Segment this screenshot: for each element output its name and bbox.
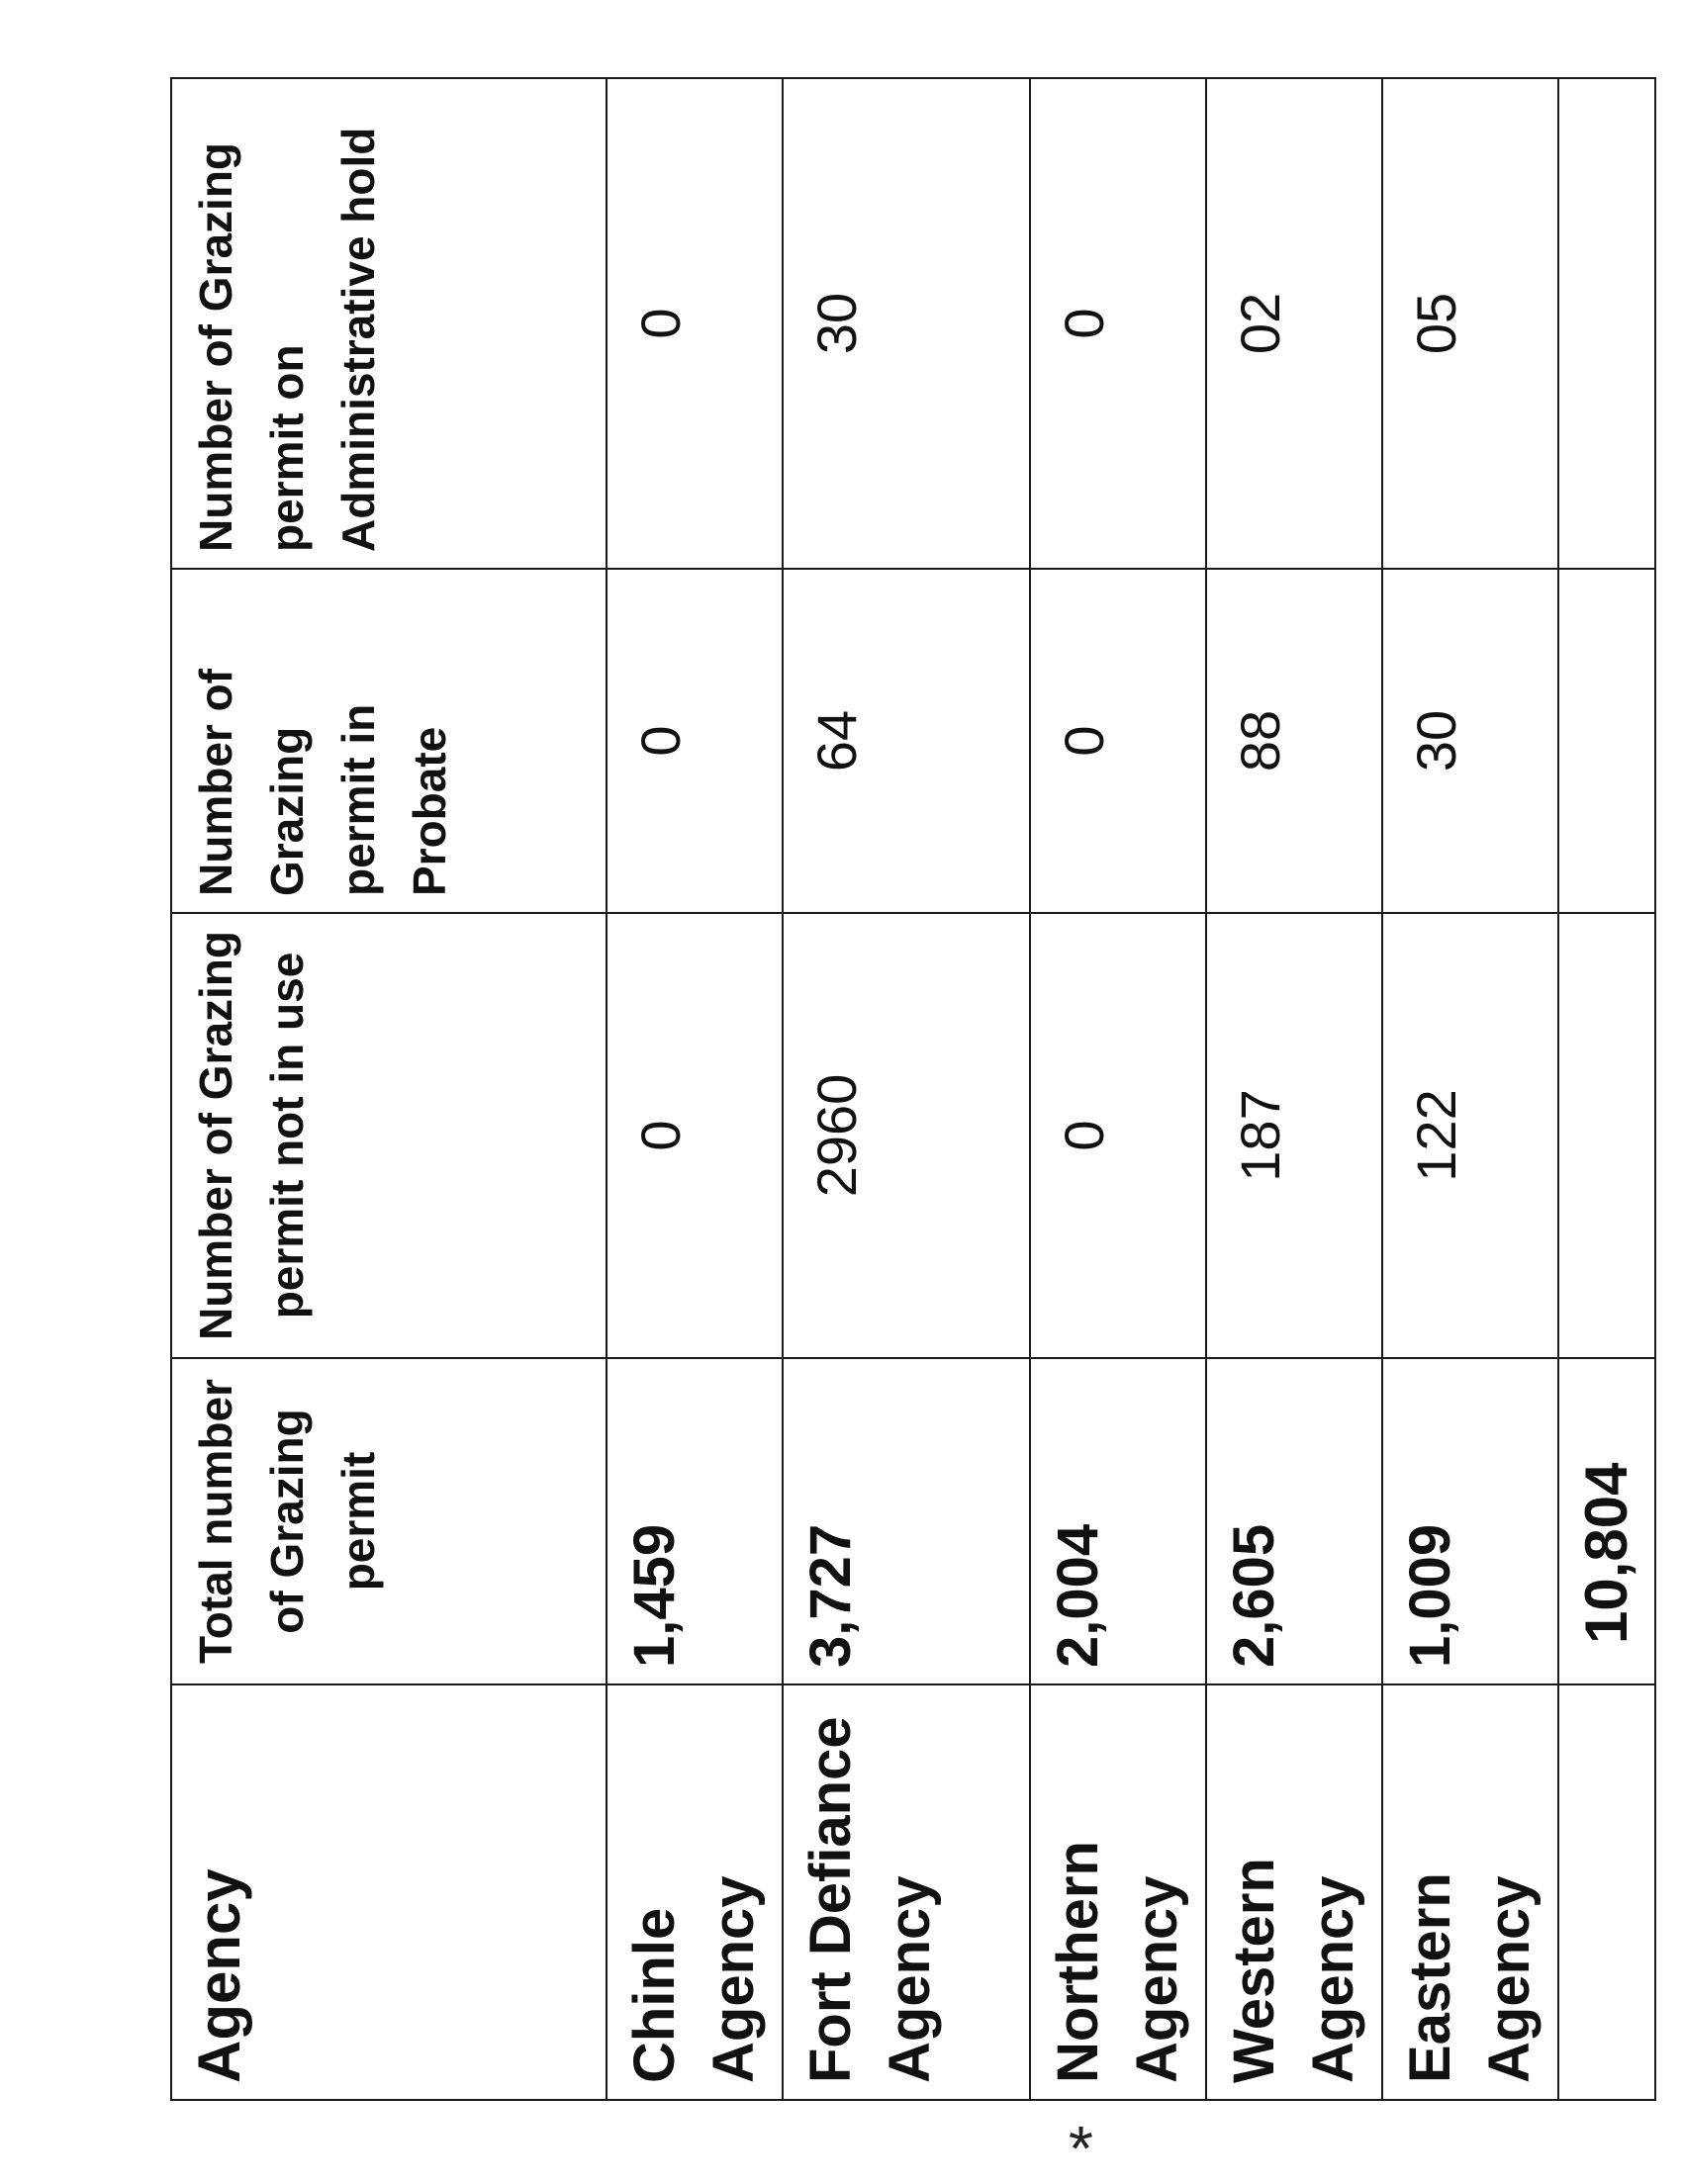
agency-cell: Northern Agency <box>1030 1684 1206 2100</box>
total-label-cell <box>1558 1684 1655 2100</box>
grazing-permit-table <box>170 77 1656 2101</box>
empty-cell <box>1558 78 1655 569</box>
probate-cell: 64 <box>783 569 1030 913</box>
probate-cell: 0 <box>1030 569 1206 913</box>
not-in-use-cell: 0 <box>607 913 783 1358</box>
admin-hold-cell: 0 <box>607 78 783 569</box>
not-in-use-cell: 0 <box>1030 913 1206 1358</box>
total-cell: 1,459 <box>607 1358 783 1684</box>
probate-cell: 88 <box>1206 569 1382 913</box>
agency-cell: Fort Defiance Agency <box>783 1684 1030 2100</box>
empty-cell <box>1558 569 1655 913</box>
admin-hold-cell: 0 <box>1030 78 1206 569</box>
not-in-use-cell: 187 <box>1206 913 1382 1358</box>
agency-cell: Eastern Agency <box>1382 1684 1558 2100</box>
probate-cell: 0 <box>607 569 783 913</box>
table-total-row <box>1558 78 1655 2100</box>
header-total-permits: Total number of Grazing permit <box>171 1358 607 1684</box>
table-header-row <box>171 78 607 2100</box>
table-row <box>607 78 783 2100</box>
header-agency: Agency <box>171 1684 607 2100</box>
admin-hold-cell: 05 <box>1382 78 1558 569</box>
header-not-in-use: Number of Grazing permit not in use <box>171 913 607 1358</box>
handwritten-asterisk-mark: * <box>1069 2113 1093 2184</box>
empty-cell <box>1558 913 1655 1358</box>
table-row <box>1206 78 1382 2100</box>
header-admin-hold: Number of Grazing permit on Administrative hold <box>171 78 607 569</box>
total-cell: 3,727 <box>783 1358 1030 1684</box>
table-row <box>1382 78 1558 2100</box>
agency-cell: Western Agency <box>1206 1684 1382 2100</box>
rotated-table-container <box>170 79 1639 2101</box>
total-cell: 2,004 <box>1030 1358 1206 1684</box>
table-row <box>1030 78 1206 2100</box>
agency-cell: Chinle Agency <box>607 1684 783 2100</box>
header-probate: Number of Grazing permit in Probate <box>171 569 607 913</box>
admin-hold-cell: 30 <box>783 78 1030 569</box>
grand-total-cell: 10,804 <box>1558 1358 1655 1684</box>
not-in-use-cell: 122 <box>1382 913 1558 1358</box>
total-cell: 2,605 <box>1206 1358 1382 1684</box>
admin-hold-cell: 02 <box>1206 78 1382 569</box>
probate-cell: 30 <box>1382 569 1558 913</box>
total-cell: 1,009 <box>1382 1358 1558 1684</box>
not-in-use-cell: 2960 <box>783 913 1030 1358</box>
table-row <box>783 78 1030 2100</box>
